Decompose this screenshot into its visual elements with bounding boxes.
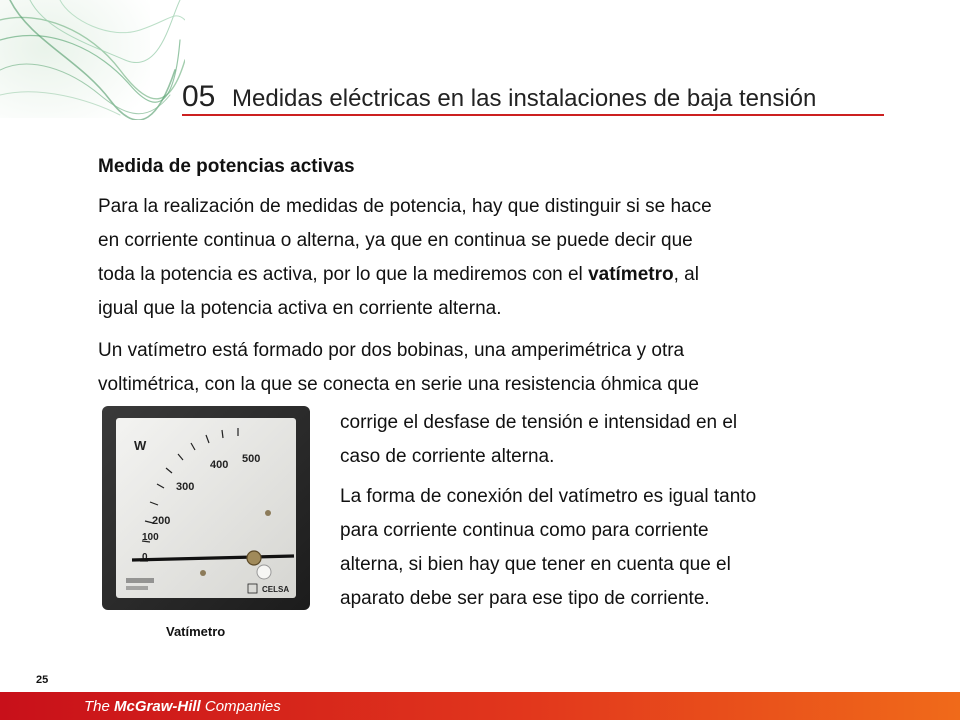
chapter-number: 05 (182, 80, 216, 113)
screw (200, 570, 206, 576)
meter-spec-marks (126, 578, 154, 583)
paragraph-connection (340, 480, 860, 616)
paragraph-line: alterna, si bien hay que tener en cuenta que el (340, 554, 731, 575)
paragraph-line: en corriente continua o alterna, ya que en continua se puede decir que (98, 230, 693, 251)
scale-label: 300 (176, 481, 195, 493)
bold-term: vatímetro (588, 264, 674, 285)
meter-brand: CELSA (262, 585, 290, 594)
scale-label: 400 (210, 459, 229, 471)
paragraph-continuation (340, 406, 860, 474)
paragraph-line: corrige el desfase de tensión e intensidad en el (340, 412, 738, 433)
screw (265, 510, 271, 516)
paragraph-line: La forma de conexión del vatímetro es igual tanto (340, 486, 757, 507)
scale-label: 0 (142, 552, 148, 563)
paragraph-description (98, 334, 858, 402)
paragraph-line: toda la potencia es activa, por lo que la mediremos con el vatímetro, al (98, 264, 699, 285)
meter-unit-label: W (134, 438, 147, 453)
slide-header (182, 80, 884, 116)
scale-label: 100 (142, 532, 159, 543)
footer-bar (0, 692, 960, 720)
paragraph-line: voltimétrica, con la que se conecta en serie una resistencia óhmica que (98, 374, 699, 395)
scale-label: 200 (152, 515, 171, 527)
publisher-logo: The McGraw-Hill Companies (84, 698, 281, 715)
paragraph-intro (98, 190, 858, 326)
figure-caption: Vatímetro (166, 624, 226, 639)
paragraph-line: Para la realización de medidas de potencia, hay que distinguir si se hace (98, 196, 712, 217)
paragraph-line: Un vatímetro está formado por dos bobinas, una amperimétrica y otra (98, 340, 685, 361)
wattmeter-photo (102, 406, 310, 610)
paragraph-line: aparato debe ser para ese tipo de corriente. (340, 588, 710, 609)
paragraph-line: para corriente continua como para corriente (340, 520, 709, 541)
section-title: Medida de potencias activas (98, 156, 355, 177)
meter-spec-marks (126, 586, 148, 590)
zero-adjust-knob (257, 565, 271, 579)
needle-pivot (247, 551, 261, 565)
chapter-title: Medidas eléctricas en las instalaciones de baja tensión (232, 85, 817, 112)
decorative-swirl (0, 0, 185, 120)
page-number: 25 (36, 674, 49, 686)
paragraph-line: igual que la potencia activa en corriente alterna. (98, 298, 502, 319)
scale-label: 500 (242, 453, 261, 465)
paragraph-line: caso de corriente alterna. (340, 446, 555, 467)
